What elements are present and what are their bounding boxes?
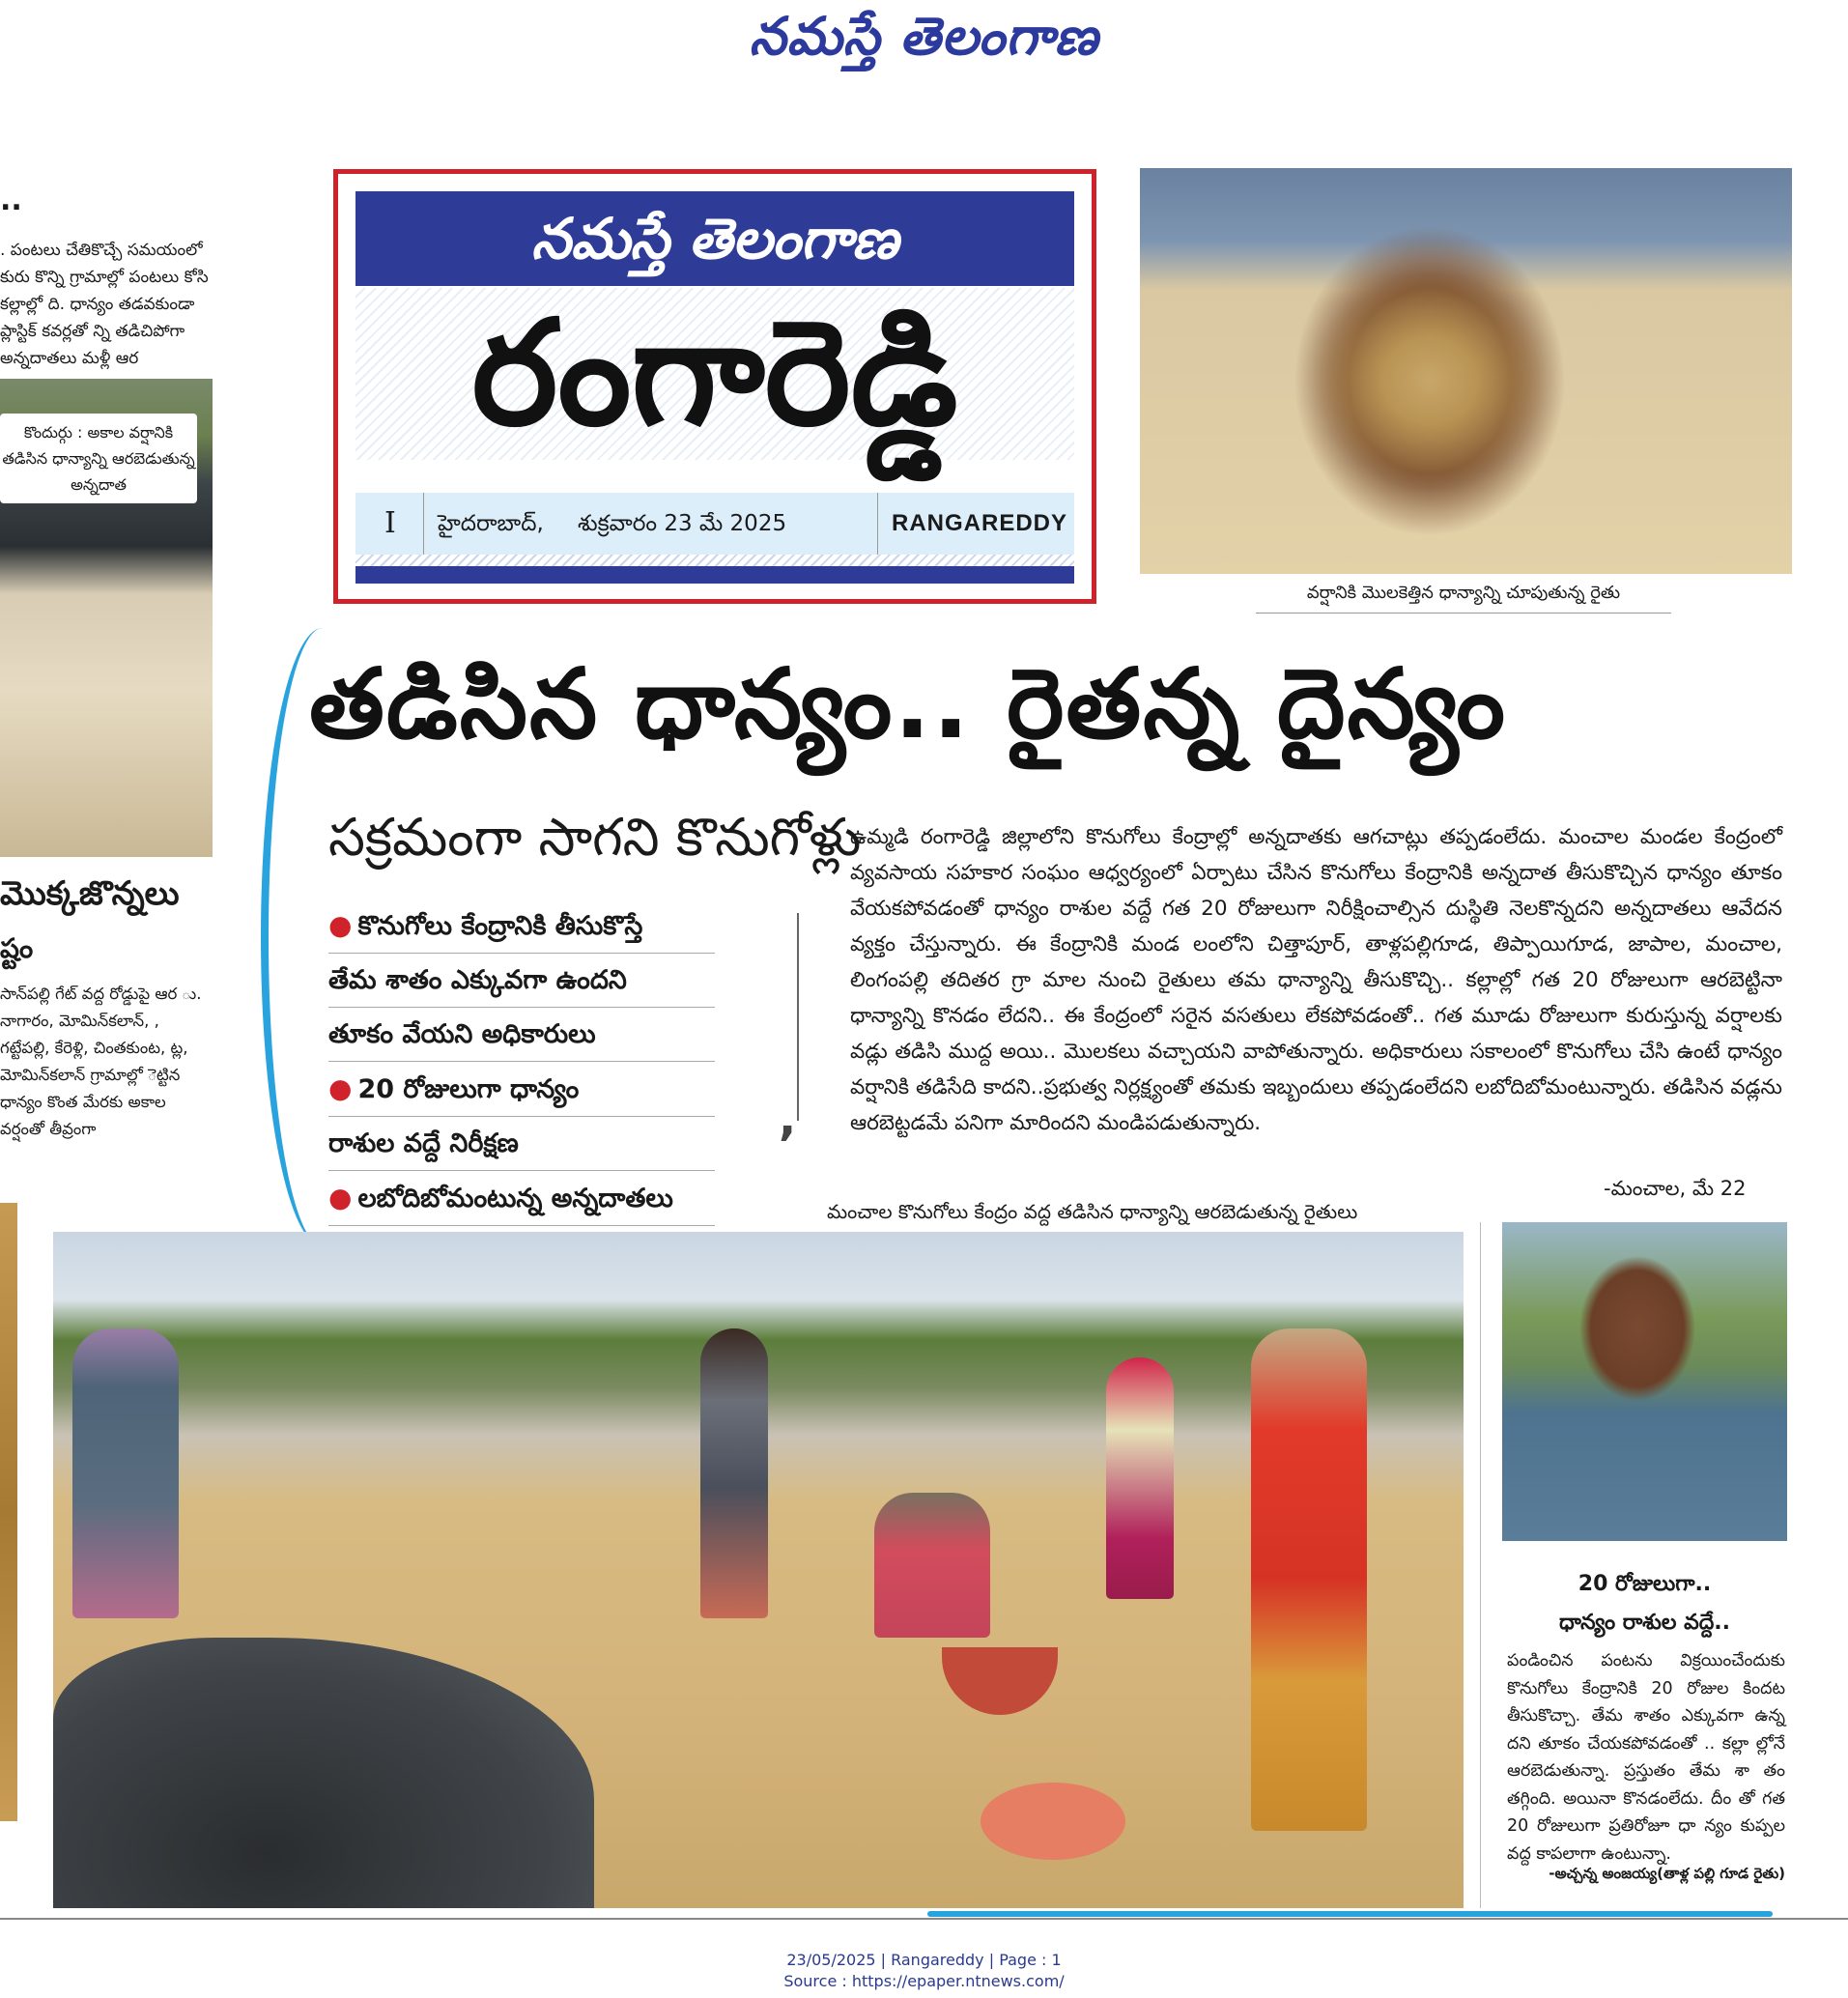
column-divider xyxy=(797,913,799,1121)
article-body xyxy=(850,819,1782,1141)
pink-basin xyxy=(981,1783,1125,1860)
left-column-text: . పంటలు చేతికొచ్చే సమయంలో కురు కొన్ని గ్రామాల్లో పంటలు కోసి కల్లాల్లో ది. ధాన్యం తడవకుండా ప్లాస్టిక్ కవర్లతో న్ని తడిచిపోగా అన్నదాతలు మళ్లీ ఆర xyxy=(0,241,209,368)
sprouted-grain-photo xyxy=(1140,168,1792,574)
article-dateline: -మంచాల, మే 22 xyxy=(1604,1177,1747,1200)
edition-name-english: RANGAREDDY xyxy=(892,510,1068,536)
red-basin xyxy=(942,1647,1058,1715)
main-photo-caption: మంచాల కొనుగోలు కేంద్రం వద్ద తడిసిన ధాన్యాన్ని ఆరబెడుతున్న రైతులు xyxy=(821,1198,1363,1230)
dateline-divider xyxy=(423,493,424,555)
edition-paper-name: నమస్తే తెలంగాణ xyxy=(355,191,1074,286)
person-figure xyxy=(1251,1328,1367,1831)
dateline-divider xyxy=(877,493,878,555)
farmer-portrait xyxy=(1502,1222,1787,1541)
person-figure xyxy=(1106,1357,1174,1599)
quote-mark-icon: , xyxy=(779,1092,797,1146)
person-figure xyxy=(700,1328,768,1618)
masthead-logo: నమస్తే తెలంగాణ xyxy=(749,6,1099,67)
left-photo-caption: కొందుర్గు : అకాల వర్షానికి తడిసిన ధాన్యాన్ని ఆరబెడుతున్న అన్నదాత xyxy=(0,414,197,503)
footer-source-link[interactable]: Source : https://epaper.ntnews.com/ xyxy=(783,1972,1065,1990)
edition-bottom-bar xyxy=(355,566,1074,584)
edition-stripe-band xyxy=(355,555,1074,566)
sidebar-heading-line: 20 రోజులుగా.. xyxy=(1578,1572,1712,1596)
sprouted-grain-caption: వర్షానికి మొలకెత్తిన ధాన్యాన్ని చూపుతున్న రైతు xyxy=(1256,583,1671,614)
edition-dateline xyxy=(355,493,1074,555)
footer-edition-info: 23/05/2025 | Rangareddy | Page : 1 xyxy=(786,1951,1062,1969)
left-column-heading-3: ష్టం xyxy=(0,932,34,964)
edition-marker: I xyxy=(384,506,396,540)
bullet-dot-icon: ● xyxy=(328,909,353,941)
tarpaulin-shape xyxy=(53,1638,594,1908)
sidebar-heading-line: ధాన్యం రాశుల వద్దే.. xyxy=(1558,1611,1731,1635)
bottom-accent-stroke xyxy=(927,1911,1773,1917)
main-photo xyxy=(53,1232,1464,1908)
left-column-text-2: సాన్‌పల్లి గేట్ వద్ద రోడ్డుపై ఆర ు. నాగారం, మోమిన్‌కలాన్, , గట్టేపల్లి, కేరెళ్లి, చింతకుంట, ట్ల, మోమిన్‌కలాన్ గ్రామాల్లో ెట్టిన ధాన్యం కొంత మేరకు అకాల వర్షంతో తీవ్రంగా xyxy=(0,985,202,1138)
bullet-line: తేమ శాతం ఎక్కువగా ఉందని xyxy=(328,965,627,995)
bullet-line: లబోదిబోమంటున్న అన్నదాతలు xyxy=(357,1184,673,1213)
sub-headline: సక్రమంగా సాగని కొనుగోళ్లు xyxy=(328,807,862,868)
edition-title: రంగారెడ్డి xyxy=(355,288,1074,460)
bullet-item xyxy=(328,899,715,1062)
main-headline: తడిసిన ధాన్యం.. రైతన్న దైన్యం xyxy=(309,647,1507,760)
bullet-item xyxy=(328,1171,715,1226)
left-column-heading: .. xyxy=(0,184,22,217)
page-footer xyxy=(0,1950,1848,1992)
highlight-bullets xyxy=(328,899,715,1226)
bullet-line: 20 రోజులుగా ధాన్యం xyxy=(357,1074,580,1104)
sidebar-quote: పండించిన పంటను విక్రయించేందుకు కొనుగోలు కేంద్రానికి 20 రోజుల కిందట తీసుకొచ్చా. తేమ శాతం ఎక్కువగా ఉన్న దని తూకం చేయకపోవడంతో .. కల్లా ల్లోనే ఆరబెడుతున్నా. ప్రస్తుతం తేమ శా తం తగ్గింది. అయినా కొనడంలేదు. దీం తో గత 20 రోజులుగా ప్రతిరోజూ ధా న్యం కుప్పల వద్ద కాపలాగా ఉంటున్నా. xyxy=(1507,1651,1785,1864)
edition-place: హైదరాబాద్, xyxy=(438,511,544,536)
bullet-item xyxy=(328,1062,715,1171)
sidebar-attribution: -అచ్చన్న అంజయ్య(తాళ్ల పల్లి గూడ రైతు) xyxy=(1549,1865,1785,1882)
bullet-line: తూకం వేయని అధికారులు xyxy=(328,1019,596,1049)
column-divider xyxy=(1480,1222,1481,1908)
bottom-rule xyxy=(0,1918,1848,1920)
left-edge-photo-strip xyxy=(0,1203,17,1821)
bullet-line: రాశుల వద్దే నిరీక్షణ xyxy=(328,1128,519,1158)
person-figure xyxy=(874,1493,990,1638)
bullet-dot-icon: ● xyxy=(328,1182,353,1213)
edition-date: శుక్రవారం 23 మే 2025 xyxy=(578,511,787,536)
left-column-heading-2: మొక్కజొన్నలు xyxy=(0,874,180,913)
bullet-line: కొనుగోలు కేంద్రానికి తీసుకొస్తే xyxy=(357,911,643,941)
sidebar-heading xyxy=(1502,1565,1787,1642)
edition-box xyxy=(333,169,1096,604)
person-figure xyxy=(72,1328,179,1618)
bullet-dot-icon: ● xyxy=(328,1072,353,1104)
article-body-text: ఉమ్మడి రంగారెడ్డి జిల్లాలోని కొనుగోలు కేంద్రాల్లో అన్నదాతకు ఆగచాట్లు తప్పడంలేదు. మంచాల మండల కేంద్రంలో వ్యవసాయ సహకార సంఘం ఆధ్వర్యంలో ఏర్పాటు చేసిన కొనుగోలు కేంద్రానికి అన్నదాత తీసుకొచ్చిన ధాన్యం తూకం వేయకపోవడంతో ధాన్యం రాశుల వద్దే గత 20 రోజులుగా నిరీక్షించాల్సిన దుస్థితి నెలకొన్నదని అన్నదాతలు ఆవేదన వ్యక్తం చేస్తున్నారు. ఈ కేంద్రానికి మండ లంలోని చిత్తాపూర్, తాళ్లపల్లిగూడ, తిప్పాయిగూడ, జాపాల, మంచాల, లింగంపల్లి తదితర గ్రా మాల నుంచి రైతులు తమ ధాన్యాన్ని తీసుకొచ్చి.. కల్లాల్లో గత 20 రోజులుగా ఆరబెట్టినా ధాన్యాన్ని కొనడం లేదని.. ఈ కేంద్రంలో సరైన వసతులు లేకపోవడంతో.. గత మూడు రోజులుగా కురుస్తున్న వర్షాలకు వడ్లు తడిసి ముద్ద అయి.. మొలకలు వచ్చాయని వాపోతున్నారు. అధికారులు సకాలంలో కొనుగోలు చేసి ఉంటే ధాన్యం వర్షానికి తడిసేది కాదని..ప్రభుత్వ నిర్లక్ష్యంతో తమకు ఇబ్బందులు తప్పడంలేదని లబోదిబోమంటున్నారు. తడిసిన వడ్లను ఆరబెట్టడమే పనిగా మారిందని మండిపడుతున్నారు. xyxy=(850,825,1782,1135)
